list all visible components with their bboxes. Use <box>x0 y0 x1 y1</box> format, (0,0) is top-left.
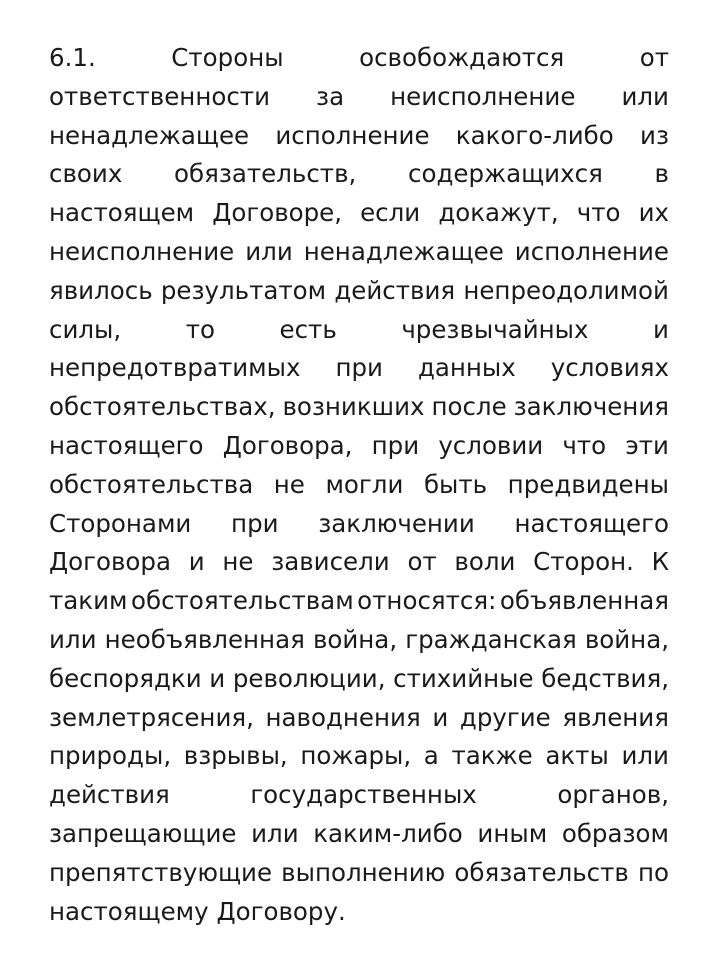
word: действия <box>334 275 456 305</box>
text-line <box>49 505 669 544</box>
word: образом <box>561 818 669 848</box>
word: явилось <box>49 275 153 305</box>
word: землетрясения, <box>49 702 254 732</box>
word: освобождаются <box>359 43 565 72</box>
word: природы, <box>49 741 172 771</box>
text-line <box>49 854 669 893</box>
word: своих <box>49 159 123 189</box>
word: условии <box>438 430 544 460</box>
text-line <box>49 39 669 78</box>
word: обстоятельства <box>49 469 254 499</box>
text-line <box>49 78 669 117</box>
word: результатом <box>160 275 327 305</box>
word: другие <box>459 702 551 732</box>
word: Договоре, <box>212 198 343 228</box>
word: содержащихся <box>408 159 603 189</box>
word: запрещающие <box>49 818 237 848</box>
word: действия <box>49 780 170 810</box>
word: неисполнение <box>49 236 235 266</box>
word: после <box>431 392 507 422</box>
word: данных <box>417 353 516 383</box>
word: бедствия, <box>541 663 669 693</box>
word: предвидены <box>507 469 669 499</box>
word: возникших <box>282 392 425 422</box>
text-line <box>49 699 669 738</box>
word: Стороны <box>171 43 284 72</box>
word: зависели <box>271 547 390 577</box>
word: необъявленная <box>104 624 305 654</box>
word: наводнения <box>265 702 421 732</box>
text-line <box>49 427 669 466</box>
word: или <box>621 81 669 111</box>
word: Договору. <box>216 896 346 926</box>
text-line <box>49 272 669 311</box>
text-line <box>49 349 669 388</box>
word: государственных <box>250 780 477 810</box>
word: и <box>209 663 226 693</box>
word: а <box>423 741 439 771</box>
word: Сторон. <box>533 547 634 577</box>
word: Сторонами <box>49 508 192 538</box>
word: не <box>222 547 254 577</box>
word: могли <box>325 469 404 499</box>
word: что <box>576 198 621 228</box>
word: воли <box>454 547 516 577</box>
word: от <box>639 43 669 72</box>
clause-number: 6.1. <box>49 43 96 72</box>
word: по <box>637 857 669 887</box>
word: то <box>185 314 215 344</box>
text-line <box>49 737 669 776</box>
text-line <box>49 466 669 505</box>
word: ненадлежащее <box>303 236 504 266</box>
word: непреодолимой <box>463 275 669 305</box>
text-line <box>49 776 669 815</box>
word: из <box>640 120 669 150</box>
word: ненадлежащее <box>49 120 250 150</box>
word: обстоятельствах, <box>49 392 276 422</box>
text-line <box>49 543 669 582</box>
word: их <box>638 198 669 228</box>
word: эти <box>625 430 669 460</box>
word: обязательств, <box>174 159 357 189</box>
word: беспорядки <box>49 663 202 693</box>
word: гражданская <box>405 624 577 654</box>
word: что <box>562 430 607 460</box>
word: препятствующие <box>49 857 273 887</box>
word: от <box>407 547 437 577</box>
word: и <box>432 702 449 732</box>
word: если <box>360 198 421 228</box>
word: К <box>651 547 669 577</box>
word: настоящего <box>49 430 204 460</box>
text-line <box>49 815 669 854</box>
word: и <box>188 547 205 577</box>
text-line <box>49 155 669 194</box>
word: силы, <box>49 314 122 344</box>
word: и <box>653 314 669 344</box>
word: акты <box>545 741 609 771</box>
word: обстоятельствам <box>130 586 354 616</box>
word: или <box>245 236 293 266</box>
clause-text <box>49 39 669 931</box>
word: объявленная <box>499 586 669 616</box>
word: заключении <box>318 508 475 538</box>
word: быть <box>423 469 488 499</box>
word: в <box>654 159 669 189</box>
word: есть <box>279 314 337 344</box>
word: или <box>621 741 669 771</box>
word: выполнению <box>281 857 446 887</box>
word: какого-либо <box>455 120 614 150</box>
word: чрезвычайных <box>401 314 589 344</box>
word: докажут, <box>438 198 559 228</box>
text-line <box>49 621 669 660</box>
word: не <box>273 469 305 499</box>
text-line <box>49 660 669 699</box>
word: условиях <box>550 353 669 383</box>
text-line <box>49 388 669 427</box>
word: настоящего <box>514 508 669 538</box>
word: пожары, <box>300 741 412 771</box>
word: революции, <box>232 663 386 693</box>
word: при <box>231 508 279 538</box>
word: относятся: <box>357 586 497 616</box>
text-line <box>49 233 669 272</box>
word: каким-либо <box>313 818 463 848</box>
word: иным <box>477 818 548 848</box>
text-line <box>49 117 669 156</box>
word: или <box>49 624 97 654</box>
word: настоящем <box>49 198 195 228</box>
word: органов, <box>557 780 669 810</box>
word: ответственности <box>49 81 270 111</box>
word: заключения <box>513 392 669 422</box>
word: за <box>316 81 345 111</box>
word: война, <box>584 624 669 654</box>
word: стихийные <box>393 663 534 693</box>
word: исполнение <box>514 236 669 266</box>
word: Договора, <box>222 430 353 460</box>
word: настоящему <box>49 896 209 926</box>
word: при <box>335 353 383 383</box>
word: явления <box>562 702 669 732</box>
word: при <box>371 430 420 460</box>
word: Договора <box>49 547 171 577</box>
text-line <box>49 893 669 932</box>
text-line <box>49 582 669 621</box>
text-line <box>49 311 669 350</box>
word: взрывы, <box>183 741 288 771</box>
word: непредотвратимых <box>49 353 301 383</box>
word: неисполнение <box>390 81 576 111</box>
word: обязательств <box>454 857 629 887</box>
word: также <box>451 741 533 771</box>
text-line <box>49 194 669 233</box>
word: или <box>251 818 299 848</box>
word: война, <box>312 624 398 654</box>
word: таким <box>49 586 128 616</box>
word: исполнение <box>275 120 430 150</box>
